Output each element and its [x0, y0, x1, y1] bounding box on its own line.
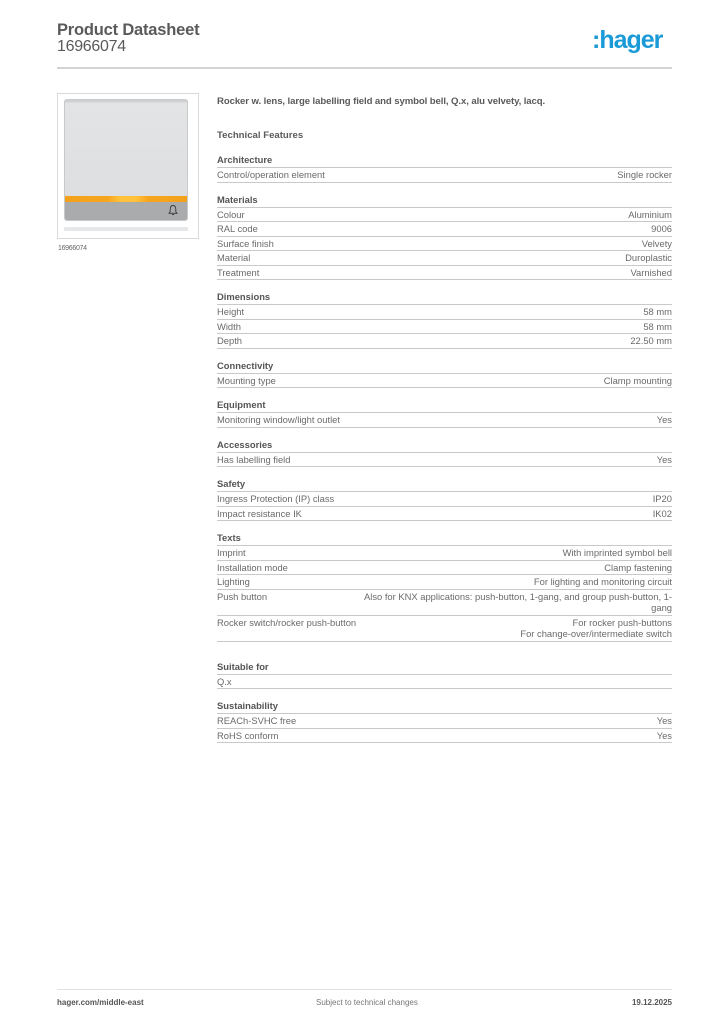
row-label: Mounting type: [217, 374, 276, 386]
section-accessories: [217, 439, 672, 468]
section-heading: Equipment: [217, 399, 672, 413]
row-label: Depth: [217, 335, 243, 346]
hager-logo: :hager: [592, 26, 663, 54]
table-row: [217, 413, 672, 428]
table-row: [217, 237, 672, 252]
table-row: [217, 616, 672, 642]
row-value: Single rocker: [617, 169, 672, 180]
row-value: IP20: [652, 493, 672, 504]
row-label: Impact resistance IK: [217, 507, 302, 519]
section-safety: [217, 478, 672, 521]
section-sustainability: [217, 700, 672, 743]
row-label: Colour: [217, 208, 245, 220]
row-label: Height: [217, 306, 245, 317]
row-label: RAL code: [217, 223, 258, 234]
row-value-line: For rocker push-buttons: [572, 616, 672, 628]
row-label: Control/operation element: [217, 169, 325, 180]
table-row: [217, 546, 672, 561]
row-value: Aluminium: [628, 208, 672, 220]
section-suitable-for: [217, 661, 672, 690]
table-row: [217, 266, 672, 281]
section-dimensions: [217, 291, 672, 349]
row-value: 58 mm: [643, 320, 672, 332]
section-heading: Suitable for: [217, 661, 672, 675]
row-label: Treatment: [217, 266, 260, 278]
table-row: [217, 374, 672, 389]
rocker-switch-illustration: [64, 99, 188, 221]
table-row: [217, 575, 672, 590]
section-heading: Architecture: [217, 154, 672, 168]
frame-strip: [64, 227, 188, 231]
row-value: 58 mm: [643, 306, 672, 317]
section-architecture: [217, 154, 672, 183]
technical-features-title: Technical Features: [217, 130, 304, 141]
section-heading: Dimensions: [217, 291, 672, 305]
row-value: 9006: [651, 223, 672, 234]
table-row: [217, 590, 672, 616]
row-label: REACh-SVHC free: [217, 715, 297, 726]
table-row: [217, 561, 672, 576]
row-value: Also for KNX applications: push-button, 1-gang, and group push-button, 1-gang: [363, 590, 672, 613]
table-row: [217, 507, 672, 522]
section-texts: [217, 532, 672, 642]
table-row: [217, 320, 672, 335]
table-row: [217, 251, 672, 266]
row-value: Yes: [656, 453, 672, 465]
section-heading: Connectivity: [217, 360, 672, 374]
section-heading: Safety: [217, 478, 672, 492]
row-label: Rocker switch/rocker push-button: [217, 616, 357, 628]
row-value: With imprinted symbol bell: [562, 547, 672, 558]
row-label: Ingress Protection (IP) class: [217, 493, 335, 504]
table-row: [217, 168, 672, 183]
section-materials: [217, 194, 672, 281]
header-title: Product Datasheet: [57, 21, 200, 39]
row-label: Monitoring window/light outlet: [217, 414, 340, 425]
row-value: IK02: [652, 507, 672, 519]
header-divider: [57, 67, 672, 69]
row-label: RoHS conform: [217, 729, 279, 741]
row-value: 22.50 mm: [630, 335, 672, 346]
product-image: [57, 93, 199, 239]
row-value: Yes: [656, 715, 672, 726]
footer-divider: [57, 989, 672, 990]
section-equipment: [217, 399, 672, 428]
row-label: Width: [217, 320, 241, 332]
row-label: Lighting: [217, 576, 250, 587]
section-heading: Materials: [217, 194, 672, 208]
row-value: Clamp mounting: [603, 374, 672, 386]
row-label: Installation mode: [217, 561, 288, 573]
row-value-line: For change-over/intermediate switch: [520, 628, 672, 639]
row-label: Has labelling field: [217, 453, 291, 465]
section-heading: Sustainability: [217, 700, 672, 714]
row-value: Velvety: [641, 237, 672, 249]
table-row: [217, 492, 672, 507]
bell-icon: [167, 204, 179, 216]
footer-website-link[interactable]: hager.com/middle-east: [57, 998, 144, 1007]
table-row: [217, 729, 672, 744]
row-value: Duroplastic: [625, 252, 672, 263]
table-row: [217, 714, 672, 729]
section-heading: Accessories: [217, 439, 672, 453]
footer-date: 19.12.2025: [631, 998, 672, 1007]
product-number: 16966074: [57, 38, 126, 55]
table-row: [217, 208, 672, 223]
technical-content: [217, 96, 672, 743]
table-row: [217, 334, 672, 349]
table-row: [217, 222, 672, 237]
row-label: Imprint: [217, 547, 246, 558]
row-label: Push button: [217, 590, 268, 602]
section-heading: Texts: [217, 532, 672, 546]
row-label: Surface finish: [217, 237, 274, 249]
row-label: Q.x: [217, 675, 232, 687]
footer-notice: Subject to technical changes: [316, 998, 418, 1007]
row-value: Yes: [656, 729, 672, 741]
product-description: Rocker w. lens, large labelling field and symbol bell, Q.x, alu velvety, lacq.: [217, 96, 546, 107]
row-value: Varnished: [630, 266, 672, 278]
table-row: [217, 675, 672, 690]
row-value: For lighting and monitoring circuit: [533, 576, 672, 587]
row-value: Clamp fastening: [604, 561, 672, 573]
table-row: [217, 305, 672, 320]
section-connectivity: [217, 360, 672, 389]
row-value: [520, 617, 672, 640]
image-caption: 16966074: [58, 245, 87, 252]
table-row: [217, 453, 672, 468]
row-label: Material: [217, 252, 251, 263]
row-value: Yes: [656, 414, 672, 425]
